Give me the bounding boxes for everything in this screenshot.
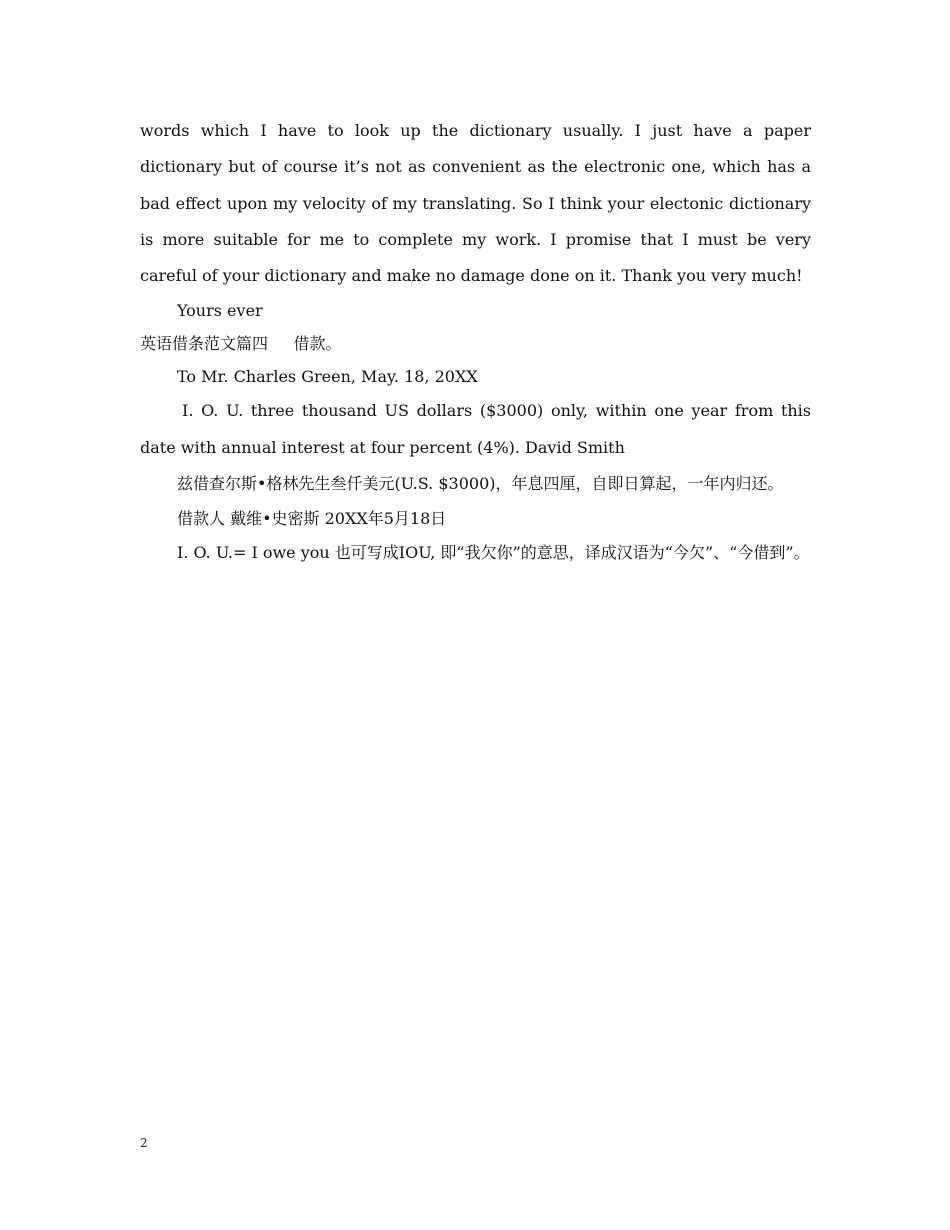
section-heading-title: 英语借条范文篇四 [140,334,269,354]
page-content [140,113,811,572]
page-number: 2 [140,1136,148,1150]
to-line: To Mr. Charles Green, May. 18, 20XX [177,367,478,387]
closing-line: Yours ever [177,301,263,321]
section-heading-subtitle: 借款。 [293,334,342,354]
iou-english-paragraph: I. O. U. three thousand US dollars ($3000) only, within one year from this date with annual interest at four percent (4%). David Smith [140,401,811,457]
iou-note-paragraph: I. O. U.= I owe you 也可写成IOU, 即“我欠你”的意思，译成汉语为“今欠”、“今借到”。 [177,543,810,563]
section-heading [140,327,811,360]
borrower-signature-line: 借款人 戴维•史密斯 20XX年5月18日 [177,509,447,529]
iou-chinese-paragraph: 兹借查尔斯•格林先生叁仟美元(U.S. $3000)，年息四厘，自即日算起，一年内归还。 [177,474,784,494]
paragraph-request-letter-end: words which I have to look up the dictionary usually. I just have a paper dictionary but of course it’s not as convenient as the electronic one, which has a bad effect upon my velocity of my translating. So I think your electonic dictionary is more suitable for me to complete my work. I promise that I must be very careful of your dictionary and make no damage done on it. Thank you very much! [140,121,811,286]
